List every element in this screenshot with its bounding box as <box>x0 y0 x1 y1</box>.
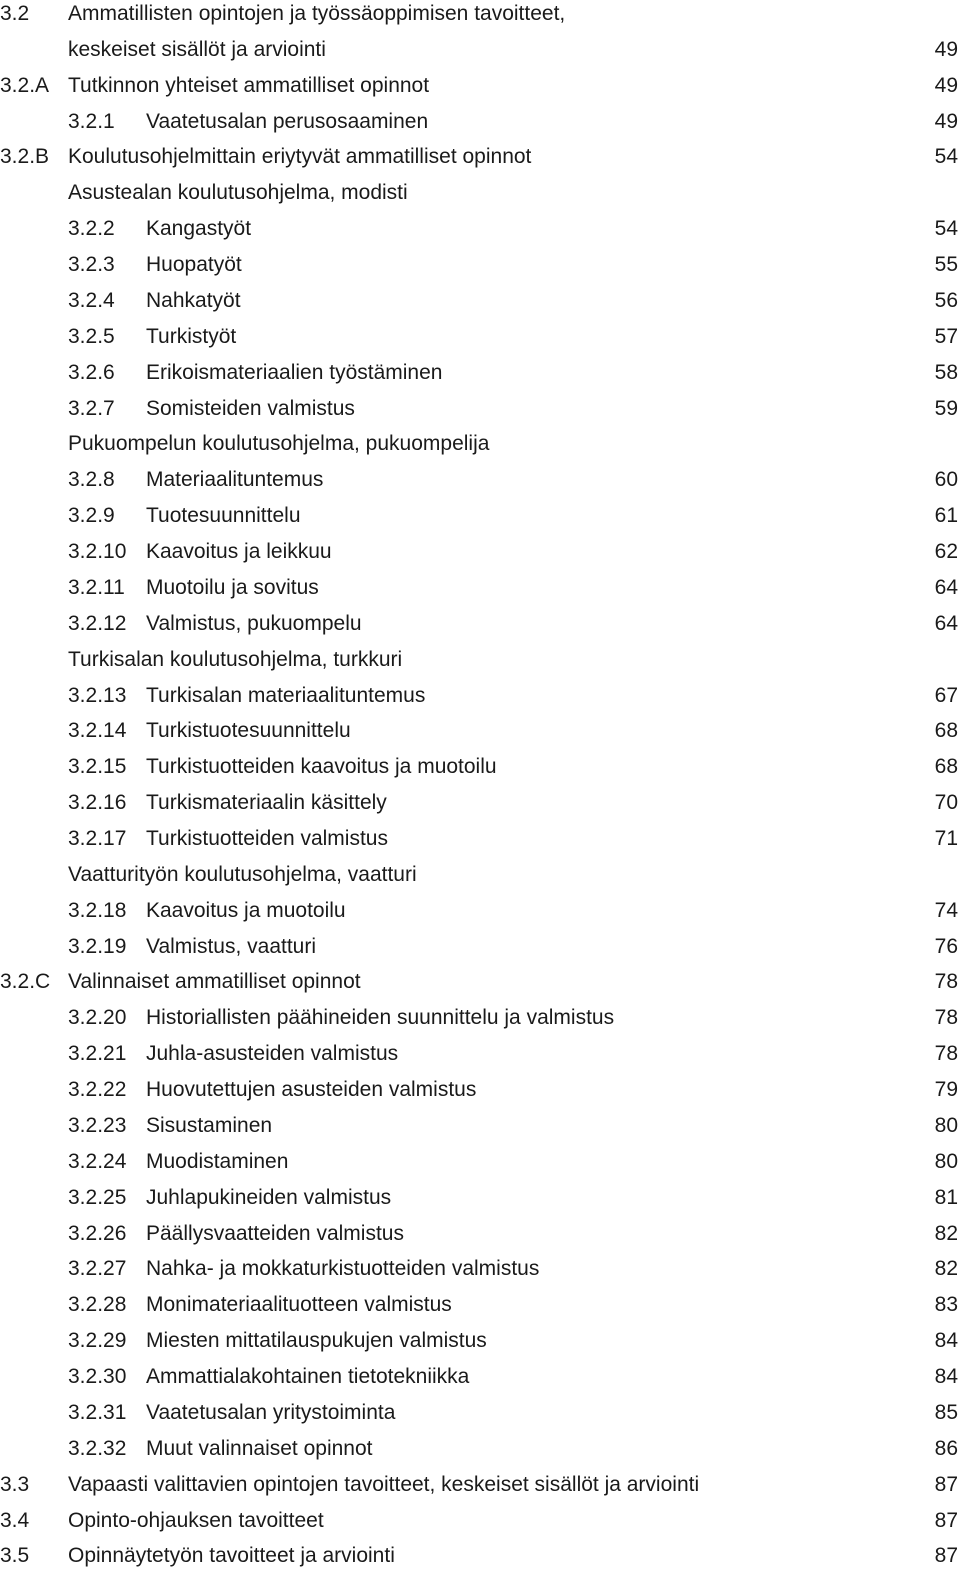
toc-entry[interactable] <box>0 1251 960 1287</box>
toc-entry-title: Materiaalituntemus <box>146 468 324 492</box>
toc-entry-number: 3.2.5 <box>68 324 115 348</box>
toc-entry[interactable] <box>0 391 960 427</box>
toc-entry[interactable] <box>0 821 960 857</box>
toc-entry-page-number: 78 <box>934 970 958 994</box>
toc-entry-number: 3.2.16 <box>68 791 127 815</box>
toc-entry-page-number: 78 <box>934 1042 958 1066</box>
toc-entry-number: 3.2.27 <box>68 1257 127 1281</box>
toc-entry[interactable] <box>0 1359 960 1395</box>
toc-entry[interactable] <box>0 785 960 821</box>
toc-entry-title: Kaavoitus ja muotoilu <box>146 898 346 922</box>
toc-entry[interactable] <box>0 713 960 749</box>
toc-entry-title: Turkistyöt <box>146 324 237 348</box>
toc-entry-page-number: 49 <box>934 109 958 133</box>
toc-entry-number: 3.2.14 <box>68 719 127 743</box>
toc-entry[interactable] <box>0 1072 960 1108</box>
toc-entry-title: Huovutettujen asusteiden valmistus <box>146 1078 477 1102</box>
toc-entry-number: 3.2.19 <box>68 934 127 958</box>
toc-entry[interactable] <box>0 175 960 211</box>
toc-entry-page-number: 74 <box>934 898 958 922</box>
toc-entry-title: Muut valinnaiset opinnot <box>146 1436 373 1460</box>
toc-entry-number: 3.5 <box>0 1544 30 1568</box>
toc-entry-page-number: 80 <box>934 1149 958 1173</box>
toc-entry-number: 3.2.18 <box>68 898 127 922</box>
toc-entry-title: Vaatetusalan perusosaaminen <box>146 109 429 133</box>
toc-entry-page-number: 84 <box>934 1365 958 1389</box>
toc-entry[interactable] <box>0 139 960 175</box>
toc-entry-number: 3.2.6 <box>68 360 115 384</box>
toc-entry-page-number: 82 <box>934 1221 958 1245</box>
toc-entry-page-number: 61 <box>934 504 958 528</box>
toc-entry-title: Päällysvaatteiden valmistus <box>146 1221 404 1245</box>
toc-entry-title: Huopatyöt <box>146 253 242 277</box>
toc-entry-page-number: 68 <box>934 719 958 743</box>
toc-entry-page-number: 56 <box>934 288 958 312</box>
toc-entry[interactable] <box>0 1216 960 1252</box>
toc-entry[interactable] <box>0 104 960 140</box>
toc-entry[interactable] <box>0 0 960 32</box>
toc-entry-page-number: 78 <box>934 1006 958 1030</box>
toc-entry[interactable] <box>0 283 960 319</box>
toc-entry-title: Nahka- ja mokkaturkistuotteiden valmistus <box>146 1257 540 1281</box>
toc-entry-page-number: 82 <box>934 1257 958 1281</box>
toc-entry-number: 3.2.26 <box>68 1221 127 1245</box>
toc-entry-number: 3.2.10 <box>68 540 127 564</box>
toc-entry[interactable] <box>0 32 960 68</box>
toc-entry[interactable] <box>0 426 960 462</box>
toc-entry-number: 3.2.9 <box>68 504 115 528</box>
toc-entry-title: Historiallisten päähineiden suunnittelu ja valmistus <box>146 1006 615 1030</box>
toc-entry-number: 3.2 <box>0 2 30 25</box>
toc-entry-page-number: 81 <box>934 1185 958 1209</box>
toc-entry-title: Turkismateriaalin käsittely <box>146 791 387 815</box>
toc-entry[interactable] <box>0 68 960 104</box>
toc-entry-title: Muotoilu ja sovitus <box>146 575 319 599</box>
toc-entry-title: Erikoismateriaalien työstäminen <box>146 360 443 384</box>
toc-entry-number: 3.2.3 <box>68 253 115 277</box>
toc-entry-page-number: 76 <box>934 934 958 958</box>
toc-entry-title: Juhla-asusteiden valmistus <box>146 1042 399 1066</box>
toc-entry[interactable] <box>0 678 960 714</box>
toc-entry-number: 3.2.17 <box>68 827 127 850</box>
toc-entry-title: keskeiset sisällöt ja arviointi <box>68 37 326 61</box>
toc-entry-page-number: 49 <box>934 37 958 61</box>
toc-entry-title: Vapaasti valittavien opintojen tavoitteet, keskeiset sisällöt ja arviointi <box>68 1472 700 1496</box>
toc-entry[interactable] <box>0 1036 960 1072</box>
toc-entry[interactable] <box>0 964 960 1000</box>
toc-entry[interactable] <box>0 498 960 534</box>
toc-entry-page-number: 87 <box>934 1472 958 1496</box>
toc-entry-page-number: 59 <box>934 396 958 420</box>
toc-entry-page-number: 67 <box>934 683 958 707</box>
toc-entry-number: 3.2.29 <box>68 1329 127 1353</box>
toc-entry-page-number: 83 <box>934 1293 958 1317</box>
toc-entry[interactable] <box>0 1000 960 1036</box>
toc-entry-number: 3.2.C <box>0 970 51 994</box>
toc-entry[interactable] <box>0 857 960 893</box>
toc-entry-page-number: 49 <box>934 73 958 97</box>
toc-entry[interactable] <box>0 319 960 355</box>
toc-entry-page-number: 54 <box>934 145 958 169</box>
toc-entry-page-number: 57 <box>934 324 958 348</box>
toc-entry-title: Ammattialakohtainen tietotekniikka <box>146 1365 470 1389</box>
toc-entry[interactable] <box>0 893 960 929</box>
toc-entry-title: Vaatetusalan yritystoiminta <box>146 1400 396 1424</box>
toc-entry-number: 3.2.13 <box>68 683 127 707</box>
toc-entry-title: Sisustaminen <box>146 1113 273 1137</box>
toc-entry-number: 3.2.B <box>0 145 50 169</box>
toc-entry-page-number: 80 <box>934 1113 958 1137</box>
toc-entry-page-number: 87 <box>934 1544 958 1568</box>
toc-entry-title: Valmistus, vaatturi <box>146 934 316 958</box>
toc-entry-number: 3.3 <box>0 1472 30 1496</box>
toc-entry-page-number: 62 <box>934 540 958 564</box>
toc-entry-number: 3.2.21 <box>68 1042 127 1066</box>
toc-entry[interactable] <box>0 570 960 606</box>
toc-entry-page-number: 64 <box>934 575 958 599</box>
toc-entry[interactable] <box>0 355 960 391</box>
toc-entry-title: Somisteiden valmistus <box>146 396 355 420</box>
toc-entry-title: Monimateriaalituotteen valmistus <box>146 1293 452 1317</box>
toc-entry[interactable] <box>0 1431 960 1467</box>
toc-entry-page-number: 60 <box>934 468 958 492</box>
toc-entry-number: 3.2.1 <box>68 109 115 133</box>
toc-entry-title: Juhlapukineiden valmistus <box>146 1185 392 1209</box>
toc-entry-title: Kangastyöt <box>146 217 252 241</box>
toc-entry-number: 3.2.11 <box>68 575 125 599</box>
toc-entry-number: 3.2.32 <box>68 1436 127 1460</box>
toc-entry-page-number: 54 <box>934 217 958 241</box>
toc-entry[interactable] <box>0 1144 960 1180</box>
toc-entry-number: 3.2.28 <box>68 1293 127 1317</box>
toc-entry[interactable] <box>0 1538 960 1574</box>
toc-entry-number: 3.4 <box>0 1508 30 1532</box>
toc-entry-title: Asustealan koulutusohjelma, modisti <box>68 181 408 205</box>
toc-entry-title: Vaatturityön koulutusohjelma, vaatturi <box>68 862 417 886</box>
toc-entry-title: Valinnaiset ammatilliset opinnot <box>68 970 361 994</box>
toc-entry-number: 3.2.24 <box>68 1149 127 1173</box>
toc-entry[interactable] <box>0 1503 960 1539</box>
toc-entry-title: Opinto-ohjauksen tavoitteet <box>68 1508 324 1532</box>
toc-entry[interactable] <box>0 247 960 283</box>
toc-entry-number: 3.2.A <box>0 73 50 97</box>
toc-entry-title: Tuotesuunnittelu <box>146 504 301 528</box>
toc-entry-page-number: 87 <box>934 1508 958 1532</box>
toc-entry-title: Turkistuotteiden kaavoitus ja muotoilu <box>146 755 497 779</box>
toc-entry-title: Tutkinnon yhteiset ammatilliset opinnot <box>68 73 430 97</box>
toc-entry[interactable] <box>0 1287 960 1323</box>
toc-entry-number: 3.2.31 <box>68 1400 127 1424</box>
toc-entry[interactable] <box>0 749 960 785</box>
toc-entry-title: Kaavoitus ja leikkuu <box>146 540 332 564</box>
toc-entry[interactable] <box>0 1323 960 1359</box>
toc-entry-number: 3.2.23 <box>68 1113 127 1137</box>
toc-entry-title: Turkistuotteiden valmistus <box>146 827 388 850</box>
toc-entry[interactable] <box>0 534 960 570</box>
toc-entry-title: Miesten mittatilauspukujen valmistus <box>146 1329 487 1353</box>
toc-entry-title: Nahkatyöt <box>146 288 241 312</box>
toc-entry[interactable] <box>0 462 960 498</box>
toc-entry-page-number: 86 <box>934 1436 958 1460</box>
toc-entry-number: 3.2.4 <box>68 288 115 312</box>
toc-entry-title: Muodistaminen <box>146 1149 289 1173</box>
toc-entry-number: 3.2.7 <box>68 396 115 420</box>
toc-entry-number: 3.2.25 <box>68 1185 127 1209</box>
toc-entry-number: 3.2.20 <box>68 1006 127 1030</box>
toc-entry-page-number: 55 <box>934 253 958 277</box>
toc-entry[interactable] <box>0 211 960 247</box>
toc-entry[interactable] <box>0 642 960 678</box>
toc-entry[interactable] <box>0 1180 960 1216</box>
toc-entry-title: Valmistus, pukuompelu <box>146 611 362 635</box>
toc-entry-title: Koulutusohjelmittain eriytyvät ammatilliset opinnot <box>68 145 532 169</box>
toc-entry[interactable] <box>0 1467 960 1503</box>
toc-entry-page-number: 70 <box>934 791 958 815</box>
toc-entry-number: 3.2.30 <box>68 1365 127 1389</box>
toc-entry-number: 3.2.8 <box>68 468 115 492</box>
toc-entry-page-number: 58 <box>934 360 958 384</box>
toc-entry-page-number: 68 <box>934 755 958 779</box>
toc-entry-title: Ammatillisten opintojen ja työssäoppimisen tavoitteet, <box>68 2 566 25</box>
toc-entry[interactable] <box>0 1395 960 1431</box>
toc-entry-title: Turkistuotesuunnittelu <box>146 719 351 743</box>
toc-entry-page-number: 71 <box>934 827 958 850</box>
toc-entry-title: Opinnäytetyön tavoitteet ja arviointi <box>68 1544 395 1568</box>
toc-entry-title: Turkisalan koulutusohjelma, turkkuri <box>68 647 403 671</box>
toc-entry-page-number: 79 <box>934 1078 958 1102</box>
toc-entry[interactable] <box>0 1108 960 1144</box>
toc-entry-number: 3.2.22 <box>68 1078 127 1102</box>
toc-entry-page-number: 85 <box>934 1400 958 1424</box>
toc-entry-number: 3.2.12 <box>68 611 127 635</box>
toc-entry[interactable] <box>0 929 960 965</box>
toc-entry-page-number: 64 <box>934 611 958 635</box>
toc-entry-number: 3.2.2 <box>68 217 115 241</box>
toc-entry-title: Turkisalan materiaalituntemus <box>146 683 426 707</box>
toc-entry-title: Pukuompelun koulutusohjelma, pukuompelija <box>68 432 490 456</box>
toc-entry-page-number: 84 <box>934 1329 958 1353</box>
toc-entry[interactable] <box>0 606 960 642</box>
toc-entry-number: 3.2.15 <box>68 755 127 779</box>
